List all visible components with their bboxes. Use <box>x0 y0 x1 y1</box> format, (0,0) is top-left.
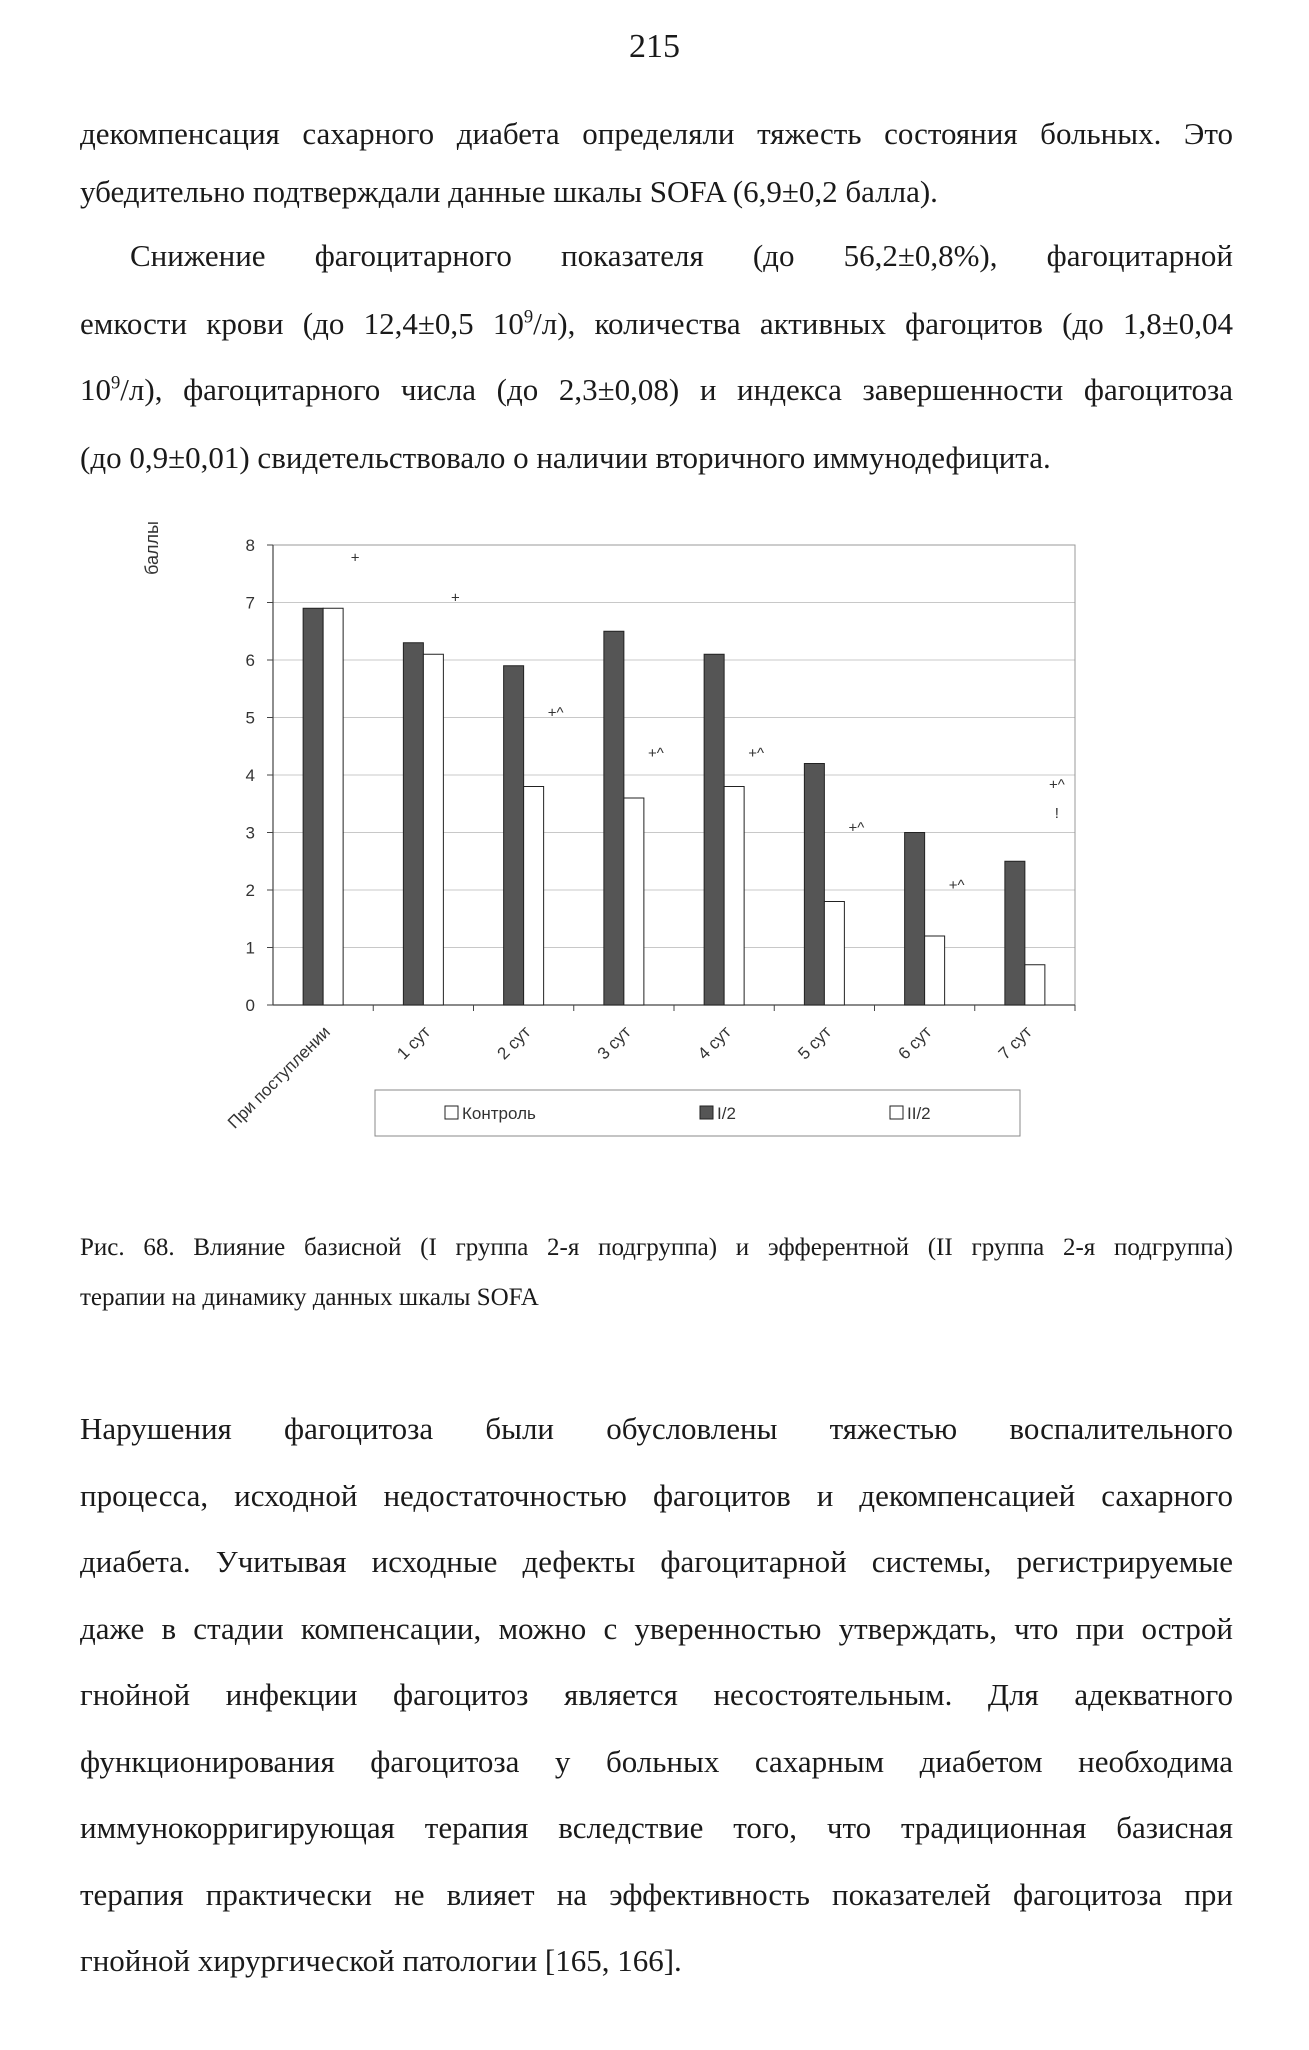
x-tick-label: 1 сут <box>393 1022 435 1064</box>
text-line: терапия практически не влияет на эффективность показателей фагоцитоза при <box>80 1876 1233 1912</box>
x-tick-label: 7 сут <box>994 1022 1036 1064</box>
legend-label: I/2 <box>717 1104 736 1123</box>
significance-marker: +^ <box>948 877 965 894</box>
bar-i2 <box>604 631 624 1005</box>
bar-i2 <box>403 643 423 1005</box>
significance-marker: +^ <box>1048 776 1065 794</box>
bar-ii2 <box>524 787 544 1006</box>
text-line: убедительно подтверждали данные шкалы SOFA (6,9±0,2 балла). <box>80 174 938 209</box>
text-line: гнойной хирургической патологии [165, 166]. <box>80 1943 682 1978</box>
text-fragment: 10 <box>80 372 111 407</box>
text-fragment: /л), фагоцитарного числа (до 2,3±0,08) и индекса завершенности фагоцитоза <box>120 372 1233 407</box>
bar-i2 <box>905 833 925 1006</box>
superscript: 9 <box>523 306 534 328</box>
chart-bars <box>303 608 1045 1005</box>
bar-ii2 <box>824 902 844 1006</box>
superscript: 9 <box>111 372 121 394</box>
legend-label: II/2 <box>907 1104 931 1123</box>
x-tick-label: 5 сут <box>794 1022 836 1064</box>
x-tick-label: 2 сут <box>493 1022 535 1064</box>
text-line: диабета. Учитывая исходные дефекты фагоцитарной системы, регистрируемые <box>80 1544 1233 1579</box>
text-line <box>80 290 1233 357</box>
significance-marker: + <box>350 549 360 567</box>
legend-swatch <box>700 1106 713 1119</box>
text-line: Снижение фагоцитарного показателя (до 56,2±0,8%), фагоцитарной <box>130 238 1233 273</box>
text-line: (до 0,9±0,01) свидетельствовало о наличии вторичного иммунодефицита. <box>80 440 1051 475</box>
page-number: 215 <box>629 28 680 65</box>
text-line <box>80 356 1233 423</box>
text-line: Нарушения фагоцитоза были обусловлены тяжестью воспалительного <box>80 1411 1233 1446</box>
caption-line: Рис. 68. Влияние базисной (I группа 2-я подгруппа) и эфферентной (II группа 2-я подгруппа) <box>80 1234 1233 1261</box>
y-tick-label: 1 <box>245 938 255 958</box>
bar-ii2 <box>423 654 443 1005</box>
significance-marker: ! <box>1054 805 1059 823</box>
y-tick-label: 8 <box>245 536 255 555</box>
text-line: функционирования фагоцитоза у больных сахарным диабетом необходима <box>80 1743 1233 1779</box>
legend-swatch <box>890 1106 903 1119</box>
text-line: даже в стадии компенсации, можно с уверенностью утверждать, что при острой <box>80 1610 1233 1646</box>
significance-marker: +^ <box>547 704 564 722</box>
x-tick-label: 4 сут <box>693 1022 735 1064</box>
legend-swatch <box>445 1106 458 1119</box>
bar-i2 <box>303 608 323 1005</box>
chart-legend <box>375 1090 1020 1136</box>
y-tick-label: 5 <box>245 708 255 728</box>
y-tick-label: 0 <box>245 996 255 1015</box>
y-tick-label: 6 <box>245 651 255 670</box>
bar-ii2 <box>1025 965 1045 1005</box>
bar-i2 <box>804 764 824 1006</box>
text-fragment: /л), количества активных фагоцитов (до 1,8±0,04 <box>533 306 1234 341</box>
bar-i2 <box>704 654 724 1005</box>
significance-marker: +^ <box>848 819 865 837</box>
y-tick-label: 3 <box>245 823 255 843</box>
text-fragment: емкости крови (до 12,4±0,5 10 <box>80 306 524 341</box>
significance-marker: + <box>450 589 460 607</box>
y-tick-label: 4 <box>245 766 255 785</box>
bar-ii2 <box>624 798 644 1005</box>
x-tick-label: 6 сут <box>894 1022 936 1064</box>
legend-label: Контроль <box>462 1104 536 1123</box>
text-line: декомпенсация сахарного диабета определяли тяжесть состояния больных. Это <box>80 116 1233 151</box>
y-axis-label: баллы <box>142 521 162 575</box>
bar-i2 <box>1005 861 1025 1005</box>
x-tick-label: При поступлении <box>223 1022 334 1133</box>
y-tick-label: 7 <box>245 593 255 613</box>
sofa-bar-chart <box>0 500 1309 1220</box>
chart-grid <box>273 603 1075 948</box>
bar-ii2 <box>925 936 945 1005</box>
y-tick-label: 2 <box>245 881 255 900</box>
bar-ii2 <box>724 787 744 1006</box>
bar-i2 <box>504 666 524 1005</box>
text-line: гнойной инфекции фагоцитоз является несостоятельным. Для адекватного <box>80 1677 1233 1712</box>
significance-marker: +^ <box>748 744 765 762</box>
bar-ii2 <box>323 608 343 1005</box>
x-tick-label: 3 сут <box>593 1022 635 1064</box>
text-line: иммунокорригирующая терапия вследствие того, что традиционная базисная <box>80 1810 1233 1845</box>
text-line: процесса, исходной недостаточностью фагоцитов и декомпенсацией сахарного <box>80 1477 1233 1513</box>
caption-line: терапии на динамику данных шкалы SOFA <box>80 1284 539 1311</box>
significance-marker: +^ <box>647 744 664 762</box>
